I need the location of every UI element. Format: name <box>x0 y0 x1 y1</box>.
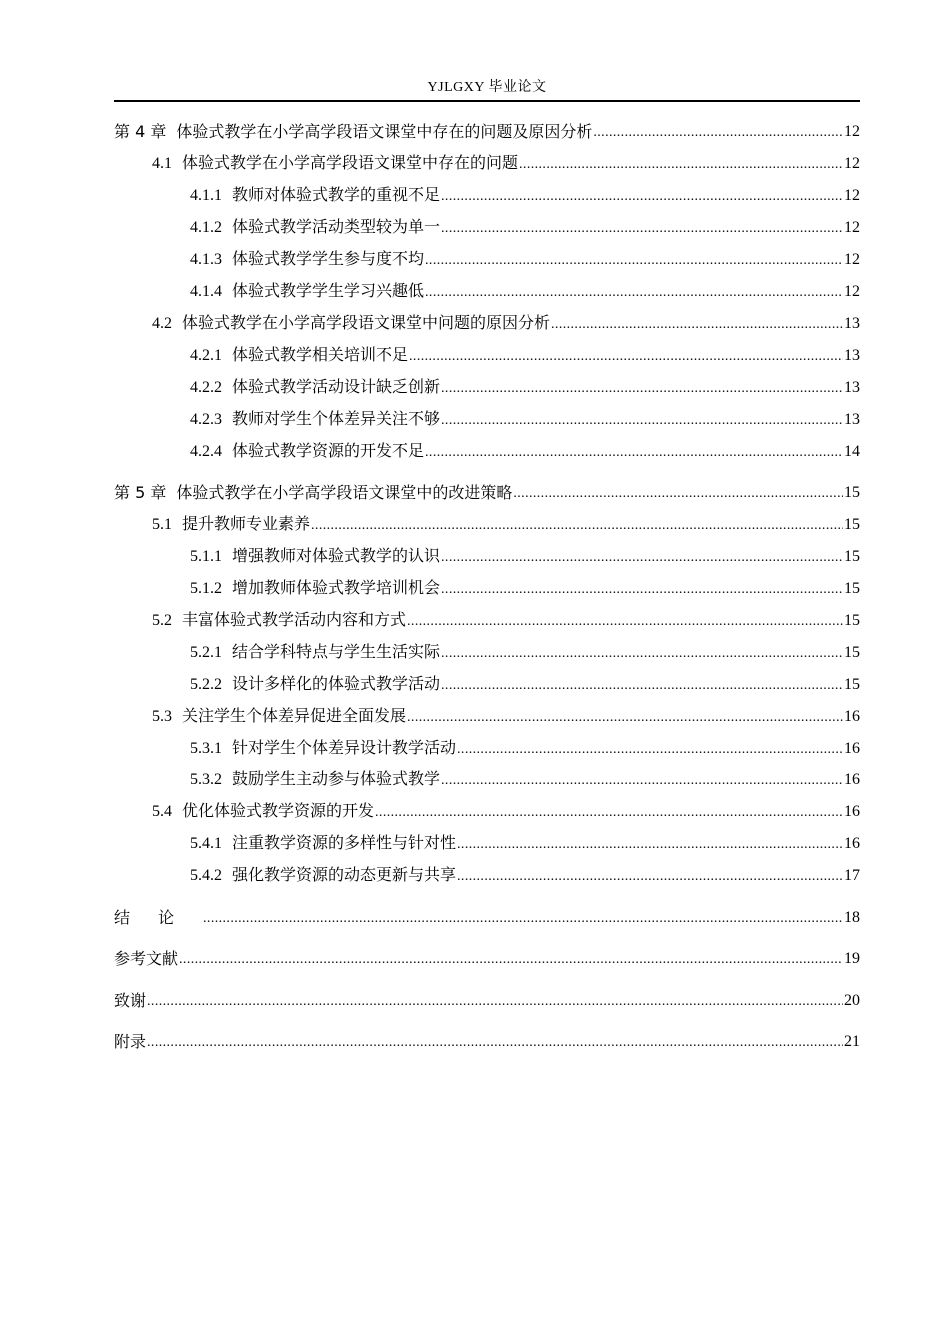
toc-entry-number: 5.4.2 <box>190 867 222 884</box>
toc-entry[interactable] <box>114 987 860 1011</box>
toc-entry-number: 4.1.2 <box>190 219 222 236</box>
toc-dot-leader <box>441 579 843 599</box>
toc-dot-leader <box>409 346 843 366</box>
toc-dot-leader <box>425 250 843 270</box>
toc-entry-title: 丰富体验式教学活动内容和方式 <box>182 612 407 629</box>
toc-dot-leader <box>457 739 843 759</box>
toc-entry-page: 18 <box>844 909 860 926</box>
page-header: YJLGXY 毕业论文 <box>427 80 547 95</box>
toc-entry-page: 12 <box>844 283 860 300</box>
toc-entry-title: 设计多样化的体验式教学活动 <box>232 676 441 693</box>
toc-entry-title: 参考文献 <box>114 949 179 968</box>
toc-entry-number: 5.1 <box>152 516 172 533</box>
toc-dot-leader <box>441 378 843 398</box>
toc-entry[interactable] <box>190 735 860 759</box>
toc-entry-number: 5.1.1 <box>190 548 222 565</box>
toc-dot-leader <box>457 834 843 854</box>
toc-entry-page: 12 <box>844 155 860 172</box>
toc-entry-page: 16 <box>844 771 860 788</box>
toc-entry[interactable] <box>190 278 860 302</box>
toc-dot-leader <box>311 515 843 535</box>
toc-entry-number: 4.2.1 <box>190 347 222 364</box>
toc-entry[interactable] <box>190 406 860 430</box>
toc-dot-leader <box>375 802 843 822</box>
toc-entry-page: 17 <box>844 867 860 884</box>
toc-entry-page: 14 <box>844 443 860 460</box>
toc-dot-leader <box>147 991 843 1011</box>
toc-entry-page: 21 <box>844 1033 860 1050</box>
toc-entry-page: 15 <box>844 612 860 629</box>
toc-entry[interactable] <box>190 438 860 462</box>
toc-entry-number: 5.3.1 <box>190 740 222 757</box>
toc-entry[interactable] <box>152 150 860 174</box>
toc-entry[interactable] <box>190 639 860 663</box>
toc-entry-title: 体验式教学相关培训不足 <box>232 347 409 364</box>
toc-dot-leader <box>441 410 843 430</box>
toc-entry[interactable] <box>190 575 860 599</box>
toc-entry[interactable] <box>190 766 860 790</box>
toc-entry-number: 4.1.3 <box>190 251 222 268</box>
toc-entry-page: 16 <box>844 803 860 820</box>
toc-entry-number: 5.3.2 <box>190 771 222 788</box>
toc-dot-leader <box>179 949 843 969</box>
toc-entry-title: 关注学生个体差异促进全面发展 <box>182 708 407 725</box>
toc-entry-page: 15 <box>844 644 860 661</box>
toc-entry[interactable] <box>152 511 860 535</box>
toc-entry[interactable] <box>190 671 860 695</box>
toc-entry-title: 体验式教学在小学高学段语文课堂中存在的问题及原因分析 <box>176 122 593 141</box>
toc-entry-page: 12 <box>844 123 860 140</box>
toc-dot-leader <box>425 282 843 302</box>
toc-entry-page: 15 <box>844 516 860 533</box>
toc-entry-page: 19 <box>844 950 860 967</box>
toc-dot-leader <box>441 770 843 790</box>
toc-entry[interactable] <box>114 118 860 142</box>
toc-entry-number: 4.2.2 <box>190 379 222 396</box>
toc-entry-page: 15 <box>844 548 860 565</box>
toc-entry-title: 体验式教学学生参与度不均 <box>232 251 425 268</box>
toc-entry-title: 增强教师对体验式教学的认识 <box>232 548 441 565</box>
toc-entry-page: 15 <box>844 580 860 597</box>
toc-entry[interactable] <box>190 214 860 238</box>
toc-entry-page: 15 <box>844 484 860 501</box>
toc-dot-leader <box>441 186 843 206</box>
toc-dot-leader <box>441 643 843 663</box>
toc-entry-number: 第 4 章 <box>114 122 167 141</box>
toc-entry-title: 强化教学资源的动态更新与共享 <box>232 867 457 884</box>
toc-entry-title: 鼓励学生主动参与体验式教学 <box>232 771 441 788</box>
toc-dot-leader <box>425 442 843 462</box>
toc-entry-title: 体验式教学资源的开发不足 <box>232 443 425 460</box>
toc-entry-page: 20 <box>844 992 860 1009</box>
toc-dot-leader <box>593 122 843 142</box>
header-rule <box>114 100 860 102</box>
toc-entry-number: 5.2 <box>152 612 172 629</box>
toc-dot-leader <box>407 611 843 631</box>
toc-entry[interactable] <box>152 310 860 334</box>
toc-dot-leader <box>147 1032 843 1052</box>
toc-entry-number: 5.3 <box>152 708 172 725</box>
toc-entry-page: 13 <box>844 347 860 364</box>
toc-entry[interactable] <box>152 703 860 727</box>
toc-dot-leader <box>441 218 843 238</box>
toc-entry-title: 注重教学资源的多样性与针对性 <box>232 835 457 852</box>
toc-entry-title: 体验式教学在小学高学段语文课堂中问题的原因分析 <box>182 315 551 332</box>
toc-entry-title: 体验式教学在小学高学段语文课堂中的改进策略 <box>176 483 513 502</box>
toc-entry[interactable] <box>152 798 860 822</box>
toc-dot-leader <box>203 908 843 928</box>
toc-entry[interactable] <box>190 862 860 886</box>
toc-entry-title: 提升教师专业素养 <box>182 516 311 533</box>
toc-dot-leader <box>551 314 843 334</box>
toc-entry[interactable] <box>190 830 860 854</box>
toc-entry[interactable] <box>152 607 860 631</box>
toc-entry-title: 增加教师体验式教学培训机会 <box>232 580 441 597</box>
toc-dot-leader <box>407 707 843 727</box>
toc-entry-page: 13 <box>844 315 860 332</box>
toc-entry[interactable] <box>114 1028 860 1052</box>
toc-entry-title: 附录 <box>114 1032 147 1051</box>
toc-entry[interactable] <box>114 904 860 928</box>
toc-entry[interactable] <box>190 543 860 567</box>
toc-dot-leader <box>519 154 843 174</box>
toc-entry-page: 16 <box>844 835 860 852</box>
toc-entry-title: 体验式教学在小学高学段语文课堂中存在的问题 <box>182 155 519 172</box>
toc-entry-number: 4.2.3 <box>190 411 222 428</box>
toc-entry-title: 教师对学生个体差异关注不够 <box>232 411 441 428</box>
toc-entry-number: 4.1.1 <box>190 187 222 204</box>
toc-entry-number: 5.4.1 <box>190 835 222 852</box>
toc-entry-title: 结论 <box>114 908 203 927</box>
toc-entry-page: 15 <box>844 676 860 693</box>
toc-dot-leader <box>513 483 843 503</box>
toc-entry-title: 体验式教学活动类型较为单一 <box>232 219 441 236</box>
toc-entry-number: 5.2.2 <box>190 676 222 693</box>
toc-entry-number: 5.2.1 <box>190 644 222 661</box>
toc-entry-title: 体验式教学学生学习兴趣低 <box>232 283 425 300</box>
toc-entry-title: 结合学科特点与学生生活实际 <box>232 644 441 661</box>
toc-entry-page: 16 <box>844 740 860 757</box>
toc-entry[interactable] <box>114 945 860 969</box>
toc-dot-leader <box>441 547 843 567</box>
toc-entry[interactable] <box>190 374 860 398</box>
toc-entry-page: 13 <box>844 379 860 396</box>
toc-entry-title: 教师对体验式教学的重视不足 <box>232 187 441 204</box>
toc-entry-page: 12 <box>844 219 860 236</box>
toc-entry-title: 致谢 <box>114 991 147 1010</box>
toc-entry-number: 5.4 <box>152 803 172 820</box>
toc-entry-page: 12 <box>844 251 860 268</box>
toc-entry-title: 优化体验式教学资源的开发 <box>182 803 375 820</box>
toc-entry-page: 13 <box>844 411 860 428</box>
toc-entry-title: 体验式教学活动设计缺乏创新 <box>232 379 441 396</box>
toc-entry-number: 4.2 <box>152 315 172 332</box>
toc-entry-number: 4.1.4 <box>190 283 222 300</box>
toc-entry-page: 16 <box>844 708 860 725</box>
toc-entry[interactable] <box>114 479 860 503</box>
toc-entry-title: 针对学生个体差异设计教学活动 <box>232 740 457 757</box>
toc-entry-page: 12 <box>844 187 860 204</box>
toc-entry-number: 第 5 章 <box>114 483 167 502</box>
toc-entry[interactable] <box>190 182 860 206</box>
toc-entry[interactable] <box>190 246 860 270</box>
toc-entry-number: 4.1 <box>152 155 172 172</box>
toc-entry-number: 5.1.2 <box>190 580 222 597</box>
toc-entry-number: 4.2.4 <box>190 443 222 460</box>
toc-dot-leader <box>441 675 843 695</box>
toc-dot-leader <box>457 866 843 886</box>
toc-entry[interactable] <box>190 342 860 366</box>
